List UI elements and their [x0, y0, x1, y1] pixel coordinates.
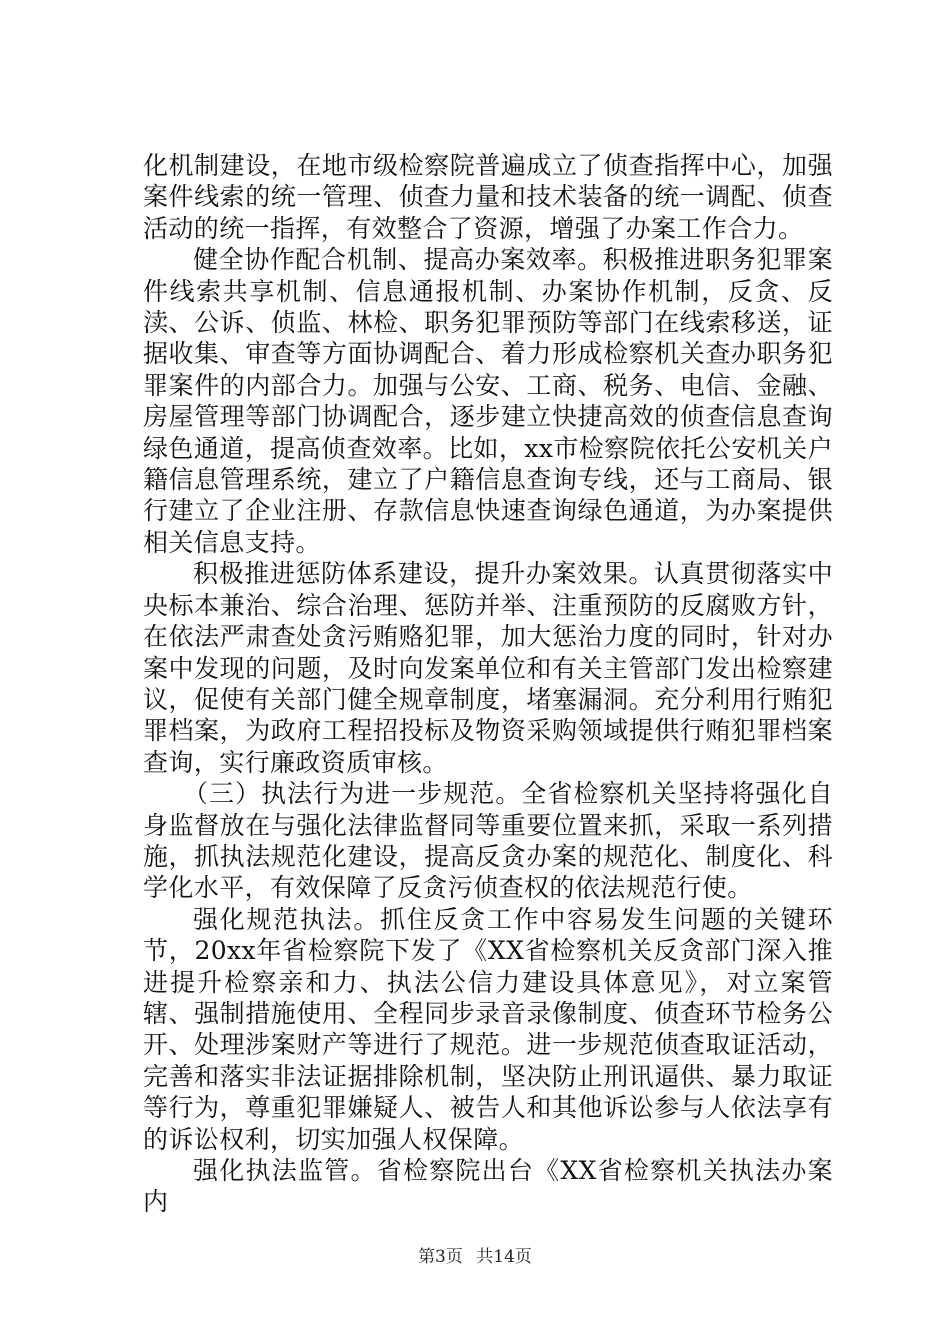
paragraph-standardized-enforcement: 强化规范执法。抓住反贪工作中容易发生问题的关键环节，20xx年省检察院下发了《XX省检察机关反贪部门深入推进提升检察亲和力、执法公信力建设具体意见》，对立案管辖、强制措施使用、全程同步录音录像制度、侦查环节检务公开、处理涉案财产等进行了规范。进一步规范侦查取证活动，完善和落实非法证据排除机制，坚决防止刑讯逼供、暴力取证等行为，尊重犯罪嫌疑人、被告人和其他诉讼参与人依法享有的诉讼权利，切实加强人权保障。 — [143, 904, 833, 1154]
page-number: 第3页 — [418, 1247, 463, 1267]
page-footer — [0, 1242, 950, 1267]
paragraph-continuation: 化机制建设，在地市级检察院普遍成立了侦查指挥中心，加强案件线索的统一管理、侦查力量和技术装备的统一调配、侦查活动的统一指挥，有效整合了资源，增强了办案工作合力。 — [143, 151, 833, 243]
page-total: 共14页 — [476, 1247, 532, 1267]
body-text — [143, 150, 833, 1218]
paragraph-enforcement-supervision: 强化执法监管。省检察院出台《XX省检察机关执法办案内 — [143, 1156, 833, 1217]
paragraph-cooperation-mechanism: 健全协作配合机制、提高办案效率。积极推进职务犯罪案件线索共享机制、信息通报机制、办案协作机制，反贪、反渎、公诉、侦监、林检、职务犯罪预防等部门在线索移送，证据收集、审查等方面协调配合、着力形成检察机关查办职务犯罪案件的内部合力。加强与公安、工商、税务、电信、金融、房屋管理等部门协调配合，逐步建立快捷高效的侦查信息查询绿色通道，提高侦查效率。比如，xx市检察院依托公安机关户籍信息管理系统，建立了户籍信息查询专线，还与工商局、银行建立了企业注册、存款信息快速查询绿色通道，为办案提供相关信息支持。 — [143, 245, 833, 557]
paragraph-prevention-system: 积极推进惩防体系建设，提升办案效果。认真贯彻落实中央标本兼治、综合治理、惩防并举、注重预防的反腐败方针，在依法严肃查处贪污贿赂犯罪，加大惩治力度的同时，针对办案中发现的问题，及时向发案单位和有关主管部门发出检察建议，促使有关部门健全规章制度，堵塞漏洞。充分利用行贿犯罪档案，为政府工程招投标及物资采购领域提供行贿犯罪档案查询，实行廉政资质审核。 — [143, 559, 833, 777]
paragraph-section-three: （三）执法行为进一步规范。全省检察机关坚持将强化自身监督放在与强化法律监督同等重要位置来抓，采取一系列措施，抓执法规范化建设，提高反贪办案的规范化、制度化、科学化水平，有效保障了反贪污侦查权的依法规范行使。 — [143, 779, 833, 903]
